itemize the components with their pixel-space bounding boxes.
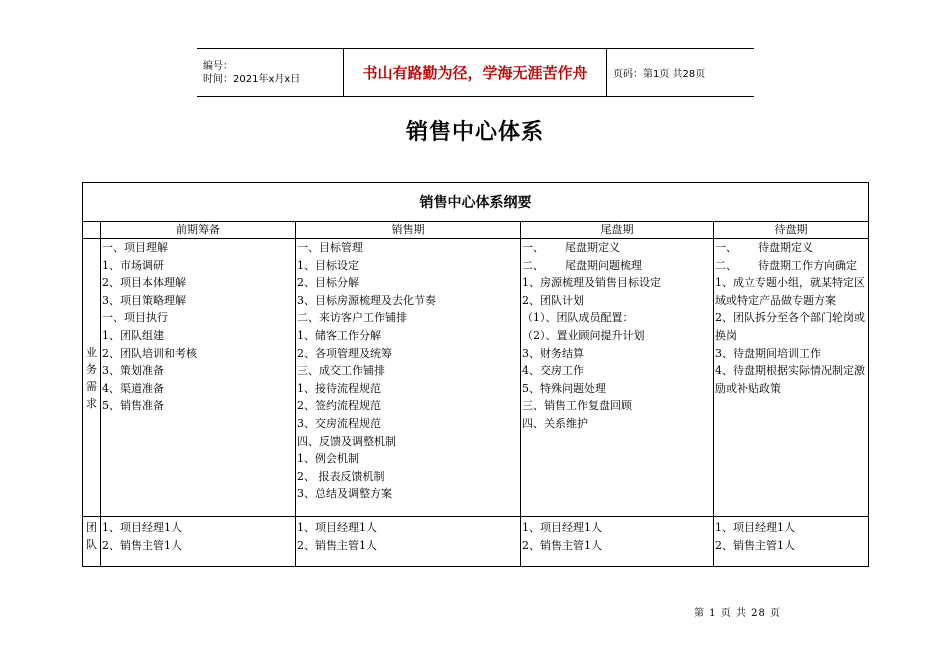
page-footer: 第 1 页 共 28 页 <box>694 608 781 619</box>
list-item: 3、策划准备 <box>102 364 164 378</box>
list-item: 1、房源梳理及销售目标设定 <box>522 276 661 290</box>
list-item: 四、关系维护 <box>522 416 588 430</box>
list-item: 三、成交工作铺排 <box>297 364 385 378</box>
list-item: 三、销售工作复盘回顾 <box>522 399 632 413</box>
list-item: 一、 尾盘期定义 <box>522 241 620 254</box>
list-item: 4、待盘期根据实际情况制定激励或补贴政策 <box>715 364 865 395</box>
list-item: 2、销售主管1人 <box>522 538 602 552</box>
list-item: 2、项目本体理解 <box>102 276 186 290</box>
list-item: 2、销售主管1人 <box>297 538 377 552</box>
list-item: 2、 报表反馈机制 <box>297 469 385 483</box>
list-item: 2、销售主管1人 <box>715 538 795 552</box>
table-row <box>83 239 869 517</box>
list-item: 3、财务结算 <box>522 346 584 360</box>
list-item: 2、各项管理及统筹 <box>297 346 392 360</box>
list-item: 1、项目经理1人 <box>297 521 377 534</box>
list-item: 1、项目经理1人 <box>102 521 182 534</box>
row-label: 团 队 <box>83 517 101 567</box>
column-header: 销售期 <box>296 222 521 239</box>
list-item: 1、市场调研 <box>102 258 164 272</box>
list-item: 2、团队拆分至各个部门轮岗或换岗 <box>715 311 865 342</box>
table-cell <box>521 517 714 567</box>
list-item: 1、目标设定 <box>297 258 359 272</box>
corner-cell <box>83 222 101 239</box>
table-cell <box>101 239 296 517</box>
list-item: 5、销售准备 <box>102 399 164 413</box>
list-item: 1、团队组建 <box>102 328 164 342</box>
table-cell <box>101 517 296 567</box>
document-header <box>197 48 754 97</box>
list-item: 1、项目经理1人 <box>715 521 795 534</box>
list-item: 3、项目策略理解 <box>102 293 186 307</box>
outline-title: 销售中心体系纲要 <box>83 183 869 222</box>
table-row <box>83 517 869 567</box>
list-item: 二、 尾盘期问题梳理 <box>522 258 642 272</box>
list-item: 2、团队计划 <box>522 293 584 307</box>
list-item: 1、成立专题小组，就某特定区域或特定产品做专题方案 <box>715 276 865 307</box>
motto: 书山有路勤为径，学海无涯苦作舟 <box>344 49 607 97</box>
list-item: 3、待盘期间培训工作 <box>715 346 821 360</box>
table-cell <box>296 239 521 517</box>
list-item: （1）、团队成员配置： <box>522 311 634 325</box>
list-item: 3、目标房源梳理及去化节奏 <box>297 293 436 307</box>
list-item: 2、销售主管1人 <box>102 538 182 552</box>
page-code: 页码：第1页 共28页 <box>613 69 706 80</box>
time-label: 时间：2021年x月x日 <box>203 73 301 85</box>
list-item: 4、渠道准备 <box>102 381 164 395</box>
list-item: 2、签约流程规范 <box>297 399 381 413</box>
list-item: 1、项目经理1人 <box>522 521 602 534</box>
header-meta <box>197 49 344 97</box>
table-cell <box>296 517 521 567</box>
list-item: 一、目标管理 <box>297 241 363 254</box>
list-item: 一、项目执行 <box>102 311 168 325</box>
list-item: 二、 待盘期工作方向确定 <box>715 258 857 272</box>
list-item: （2）、置业顾问提升计划 <box>522 328 645 342</box>
list-item: 1、接待流程规范 <box>297 381 381 395</box>
list-item: 3、交房流程规范 <box>297 416 381 430</box>
list-item: 1、例会机制 <box>297 452 359 466</box>
document-title: 销售中心体系 <box>405 120 544 145</box>
number-label: 编号： <box>203 60 233 72</box>
list-item: 4、交房工作 <box>522 364 584 378</box>
list-item: 四、反馈及调整机制 <box>297 434 396 448</box>
outline-table <box>82 182 869 567</box>
list-item: 一、 待盘期定义 <box>715 241 813 254</box>
list-item: 一、项目理解 <box>102 241 168 254</box>
column-header: 前期筹备 <box>101 222 296 239</box>
row-label: 业 务 需 求 <box>83 239 101 517</box>
column-header-row <box>83 222 869 239</box>
table-cell <box>714 239 869 517</box>
list-item: 5、特殊问题处理 <box>522 381 606 395</box>
table-cell <box>714 517 869 567</box>
table-cell <box>521 239 714 517</box>
column-header: 待盘期 <box>714 222 869 239</box>
list-item: 2、团队培训和考核 <box>102 346 197 360</box>
list-item: 1、储客工作分解 <box>297 328 381 342</box>
list-item: 2、目标分解 <box>297 276 359 290</box>
list-item: 二、来访客户工作铺排 <box>297 311 407 325</box>
column-header: 尾盘期 <box>521 222 714 239</box>
list-item: 3、总结及调整方案 <box>297 487 392 501</box>
